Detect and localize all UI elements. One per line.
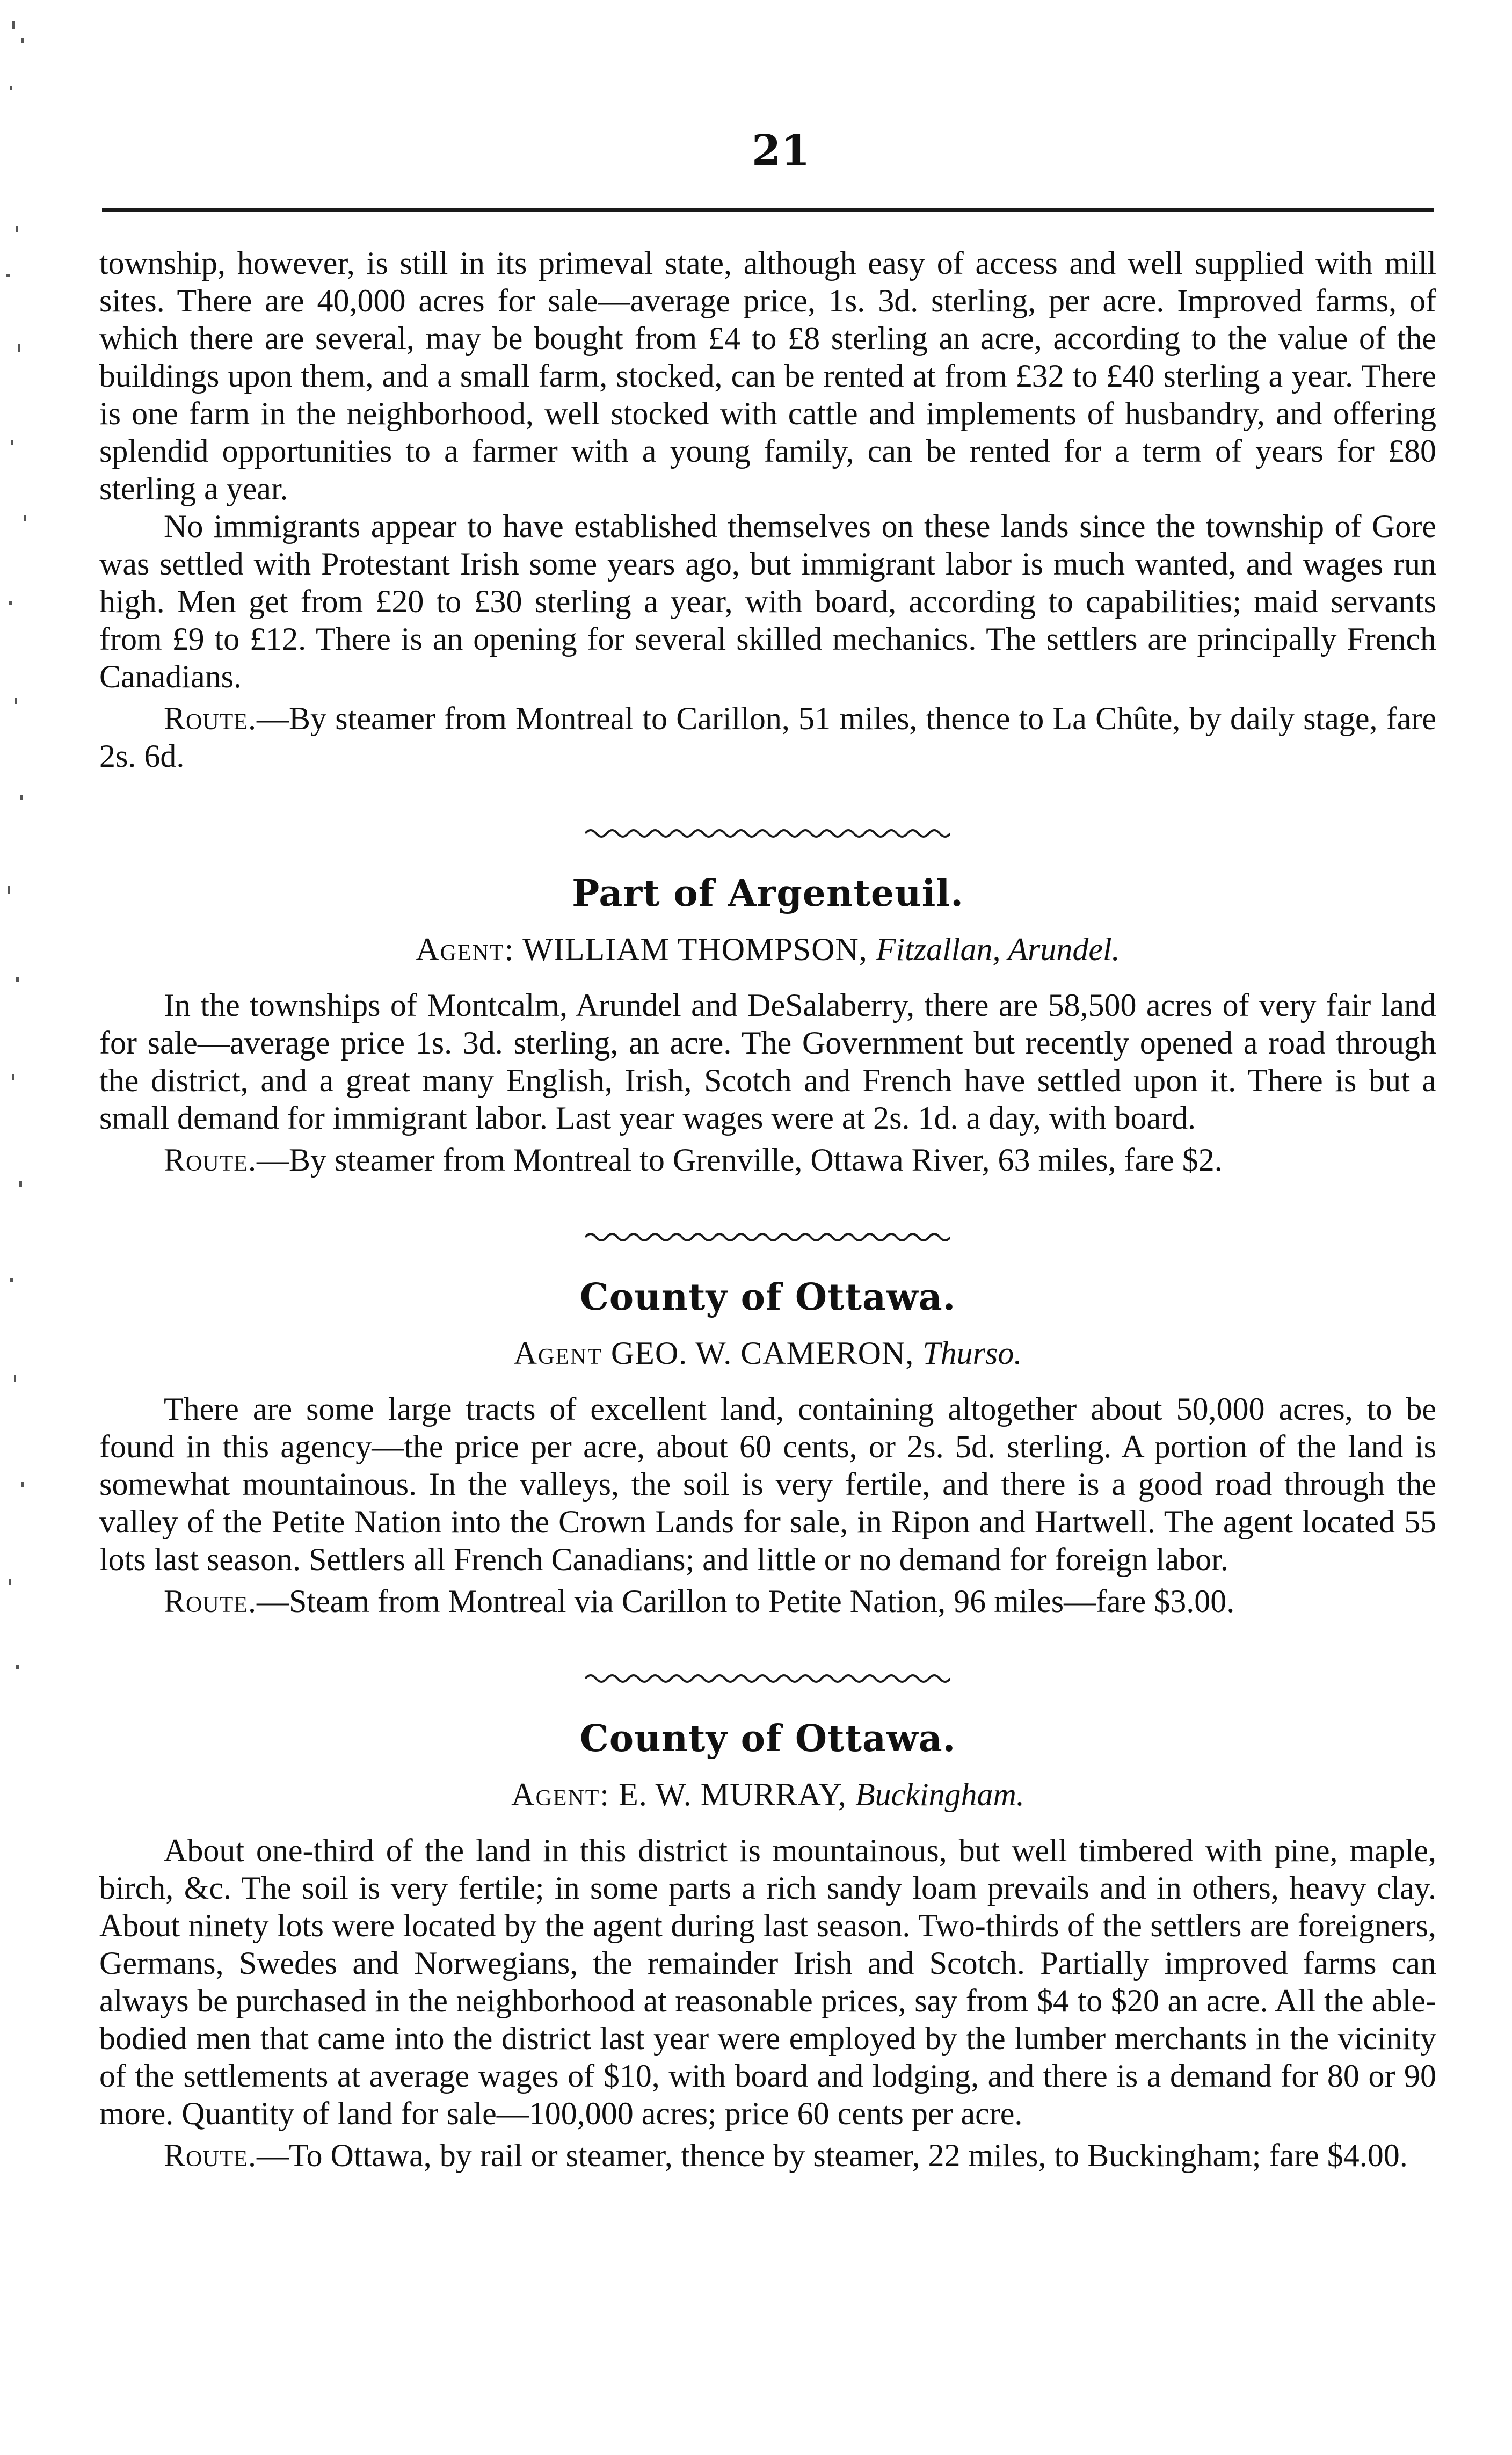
agent-line: [99, 1776, 1436, 1813]
section-paragraph: There are some large tracts of excellent land, containing altogether about 50,000 acres, to be found in this agency—the price per acre, about 60 cents, or 2s. 5d. sterling. A portion of the land is somewhat mountainous. In the valleys, the soil is very fertile, and there is a good road through the valley of the Petite Nation into the Crown Lands for sale, in Ripon and Hartwell. The agent located 55 lots last season. Settlers all French Canadians; and little or no demand for foreign labor.: [99, 1391, 1436, 1577]
route-label: Route.: [164, 701, 257, 736]
route-label: Route.: [164, 1142, 257, 1178]
page-content: [99, 244, 1436, 2174]
section-ottawa-murray: [99, 1717, 1436, 2174]
route-label: Route.: [164, 2138, 257, 2173]
agent-label: Agent:: [511, 1777, 610, 1812]
route-line: [99, 700, 1436, 775]
route-label: Route.: [164, 1584, 257, 1619]
section-ottawa-cameron: [99, 1276, 1436, 1620]
agent-place: Buckingham.: [855, 1777, 1024, 1812]
section-title: Part of Argenteuil.: [572, 872, 964, 915]
route-line: [99, 1141, 1436, 1179]
agent-line: [99, 931, 1436, 968]
agent-label: Agent: [513, 1335, 602, 1371]
agent-name: E. W. MURRAY,: [619, 1777, 847, 1812]
header-rule: [102, 208, 1434, 212]
agent-place: Thurso.: [922, 1335, 1022, 1371]
route-text: —By steamer from Montreal to Grenville, Ottawa River, 63 miles, fare $2.: [257, 1142, 1223, 1178]
agent-name: WILLIAM THOMPSON,: [522, 932, 868, 967]
route-line: [99, 1582, 1436, 1620]
route-line: [99, 2137, 1436, 2174]
route-text: —To Ottawa, by rail or steamer, thence by steamer, 22 miles, to Buckingham; fare $4.00.: [257, 2138, 1408, 2173]
intro-section: [99, 244, 1436, 775]
agent-place: Fitzallan, Arundel.: [876, 932, 1120, 967]
section-paragraph: In the townships of Montcalm, Arundel and DeSalaberry, there are 58,500 acres of very fair land for sale—average price 1s. 3d. sterling, an acre. The Government but recently opened a road through the district, and a great many English, Irish, Scotch and French have settled upon it. There is but a small demand for immigrant labor. Last year wages were at 2s. 1d. a day, with board.: [99, 987, 1436, 1136]
agent-line: [99, 1335, 1436, 1372]
intro-paragraph: township, however, is still in its primeval state, although easy of access and well supplied with mill sites. There are 40,000 acres for sale—average price, 1s. 3d. sterling, per acre. Improved farms, of which there are several, may be bought from £4 to £8 sterling an acre, according to the value of the buildings upon them, and a small farm, stocked, can be rented at from £32 to £40 sterling a year. There is one farm in the neighborhood, well stocked with cattle and implements of husbandry, and offering splendid opportunities to a farmer with a young family, can be rented for a term of years for £80 sterling a year.: [99, 245, 1436, 506]
wavy-divider: [585, 1671, 950, 1686]
scan-edge-noise: [0, 0, 48, 1718]
agent-name: GEO. W. CAMERON,: [610, 1335, 914, 1371]
intro-paragraph: No immigrants appear to have established themselves on these lands since the township of Gore was settled with Protestant Irish some years ago, but immigrant labor is much wanted, and wages run high. Men get from £20 to £30 sterling a year, with board, according to capabilities; maid servants from £9 to £12. There is an opening for several skilled mechanics. The settlers are principally French Canadians.: [99, 509, 1436, 694]
agent-label: Agent:: [416, 932, 515, 967]
section-paragraph: About one-third of the land in this district is mountainous, but well timbered with pine, maple, birch, &c. The soil is very fertile; in some parts a rich sandy loam prevails and in others, heavy clay. About ninety lots were located by the agent during last season. Two-thirds of the settlers are foreigners, Germans, Swedes and Norwegians, the remainder Irish and Scotch. Partially improved farms can always be purchased in the neighborhood at reasonable prices, say from $4 to $20 an acre. All the able-bodied men that came into the district last year were employed by the lumber merchants in the vicinity of the settlements at average wages of $10, with board and lodging, and there is a demand for 80 or 90 more. Quantity of land for sale—100,000 acres; price 60 cents per acre.: [99, 1833, 1436, 2131]
page-number: 21: [752, 126, 810, 175]
wavy-divider: [585, 826, 950, 841]
section-argenteuil: [99, 872, 1436, 1179]
wavy-divider: [585, 1230, 950, 1245]
section-title: County of Ottawa.: [579, 1276, 956, 1319]
route-text: —By steamer from Montreal to Carillon, 51 miles, thence to La Chûte, by daily stage, fare 2s. 6d.: [99, 701, 1436, 774]
route-text: —Steam from Montreal via Carillon to Petite Nation, 96 miles—fare $3.00.: [257, 1584, 1235, 1619]
section-title: County of Ottawa.: [579, 1717, 956, 1760]
